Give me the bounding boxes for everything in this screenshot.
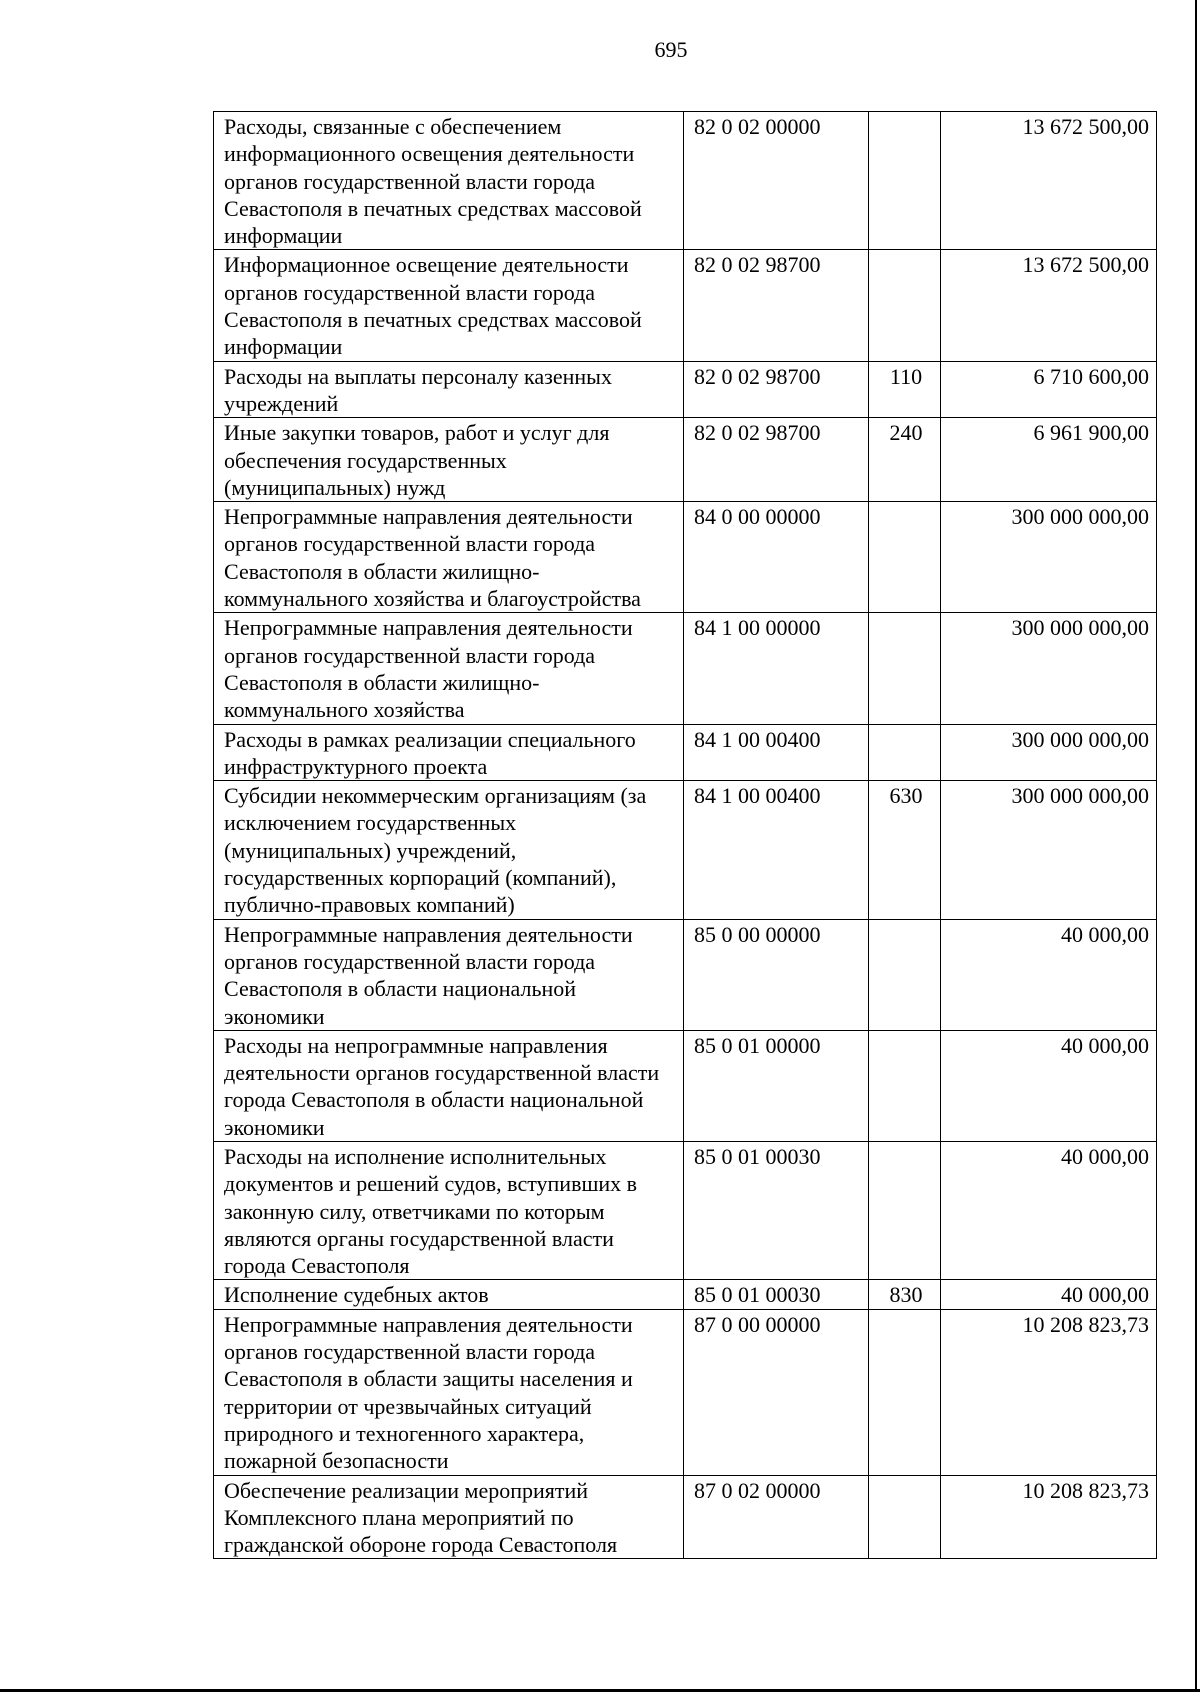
table-row — [214, 1309, 1157, 1475]
budget-code: 87 0 02 00000 — [684, 1475, 869, 1559]
expense-name: Непрограммные направления деятельности органов государственной власти города Севастополя в области жилищно-коммунального хозяйства — [214, 613, 684, 724]
table-row — [214, 1280, 1157, 1309]
expense-type-code: 110 — [869, 361, 941, 418]
amount: 10 208 823,73 — [941, 1475, 1157, 1559]
expense-name: Расходы на выплаты персоналу казенных учреждений — [214, 361, 684, 418]
expense-type-code: 240 — [869, 418, 941, 502]
amount: 300 000 000,00 — [941, 724, 1157, 781]
amount: 40 000,00 — [941, 919, 1157, 1030]
expense-type-code — [869, 1030, 941, 1141]
expense-name: Непрограммные направления деятельности органов государственной власти города Севастополя в области национальной экономики — [214, 919, 684, 1030]
table-row — [214, 919, 1157, 1030]
table-row — [214, 1475, 1157, 1559]
expense-type-code — [869, 1475, 941, 1559]
amount: 300 000 000,00 — [941, 781, 1157, 919]
expense-type-code: 630 — [869, 781, 941, 919]
expense-name: Расходы в рамках реализации специального инфраструктурного проекта — [214, 724, 684, 781]
table-row — [214, 361, 1157, 418]
budget-code: 85 0 01 00030 — [684, 1280, 869, 1309]
expense-type-code — [869, 1309, 941, 1475]
table-row — [214, 418, 1157, 502]
expense-type-code — [869, 250, 941, 361]
amount: 6 710 600,00 — [941, 361, 1157, 418]
expense-type-code: 830 — [869, 1280, 941, 1309]
expense-type-code — [869, 1141, 941, 1279]
table-row — [214, 724, 1157, 781]
expense-name: Непрограммные направления деятельности органов государственной власти города Севастополя в области жилищно-коммунального хозяйства и благоустройства — [214, 502, 684, 613]
budget-code: 82 0 02 00000 — [684, 112, 869, 250]
amount: 40 000,00 — [941, 1030, 1157, 1141]
amount: 10 208 823,73 — [941, 1309, 1157, 1475]
amount: 40 000,00 — [941, 1141, 1157, 1279]
expense-name: Исполнение судебных актов — [214, 1280, 684, 1309]
scan-edge-right — [1195, 0, 1197, 1690]
expense-name: Расходы, связанные с обеспечением информационного освещения деятельности органов государственной власти города Севастополя в печатных средствах массовой информации — [214, 112, 684, 250]
expense-name: Иные закупки товаров, работ и услуг для обеспечения государственных (муниципальных) нужд — [214, 418, 684, 502]
table-row — [214, 613, 1157, 724]
budget-code: 84 1 00 00000 — [684, 613, 869, 724]
expense-name: Расходы на непрограммные направления деятельности органов государственной власти города Севастополя в области национальной экономики — [214, 1030, 684, 1141]
budget-code: 82 0 02 98700 — [684, 361, 869, 418]
budget-code: 85 0 00 00000 — [684, 919, 869, 1030]
amount: 300 000 000,00 — [941, 502, 1157, 613]
table-row — [214, 250, 1157, 361]
expense-name: Обеспечение реализации мероприятий Комплексного плана мероприятий по гражданской обороне города Севастополя — [214, 1475, 684, 1559]
expense-type-code — [869, 112, 941, 250]
budget-code: 85 0 01 00000 — [684, 1030, 869, 1141]
scan-edge-bottom — [0, 1689, 1200, 1692]
expense-name: Расходы на исполнение исполнительных документов и решений судов, вступивших в законную силу, ответчиками по которым являются органы государственной власти города Севастополя — [214, 1141, 684, 1279]
table-row — [214, 1141, 1157, 1279]
expense-name: Непрограммные направления деятельности органов государственной власти города Севастополя в области защиты населения и территории от чрезвычайных ситуаций природного и техногенного характера, пожарной безопасности — [214, 1309, 684, 1475]
amount: 300 000 000,00 — [941, 613, 1157, 724]
table-row — [214, 502, 1157, 613]
amount: 13 672 500,00 — [941, 112, 1157, 250]
budget-table-body — [214, 112, 1157, 1559]
table-row — [214, 1030, 1157, 1141]
table-row — [214, 112, 1157, 250]
budget-code: 84 1 00 00400 — [684, 781, 869, 919]
budget-code: 85 0 01 00030 — [684, 1141, 869, 1279]
amount: 6 961 900,00 — [941, 418, 1157, 502]
expense-type-code — [869, 724, 941, 781]
budget-code: 82 0 02 98700 — [684, 418, 869, 502]
amount: 13 672 500,00 — [941, 250, 1157, 361]
budget-code: 87 0 00 00000 — [684, 1309, 869, 1475]
expense-name: Информационное освещение деятельности органов государственной власти города Севастополя в печатных средствах массовой информации — [214, 250, 684, 361]
budget-code: 84 1 00 00400 — [684, 724, 869, 781]
expense-type-code — [869, 502, 941, 613]
expense-name: Субсидии некоммерческим организациям (за исключением государственных (муниципальных) учреждений, государственных корпораций (компаний), публично-правовых компаний) — [214, 781, 684, 919]
amount: 40 000,00 — [941, 1280, 1157, 1309]
expense-type-code — [869, 919, 941, 1030]
budget-code: 84 0 00 00000 — [684, 502, 869, 613]
budget-code: 82 0 02 98700 — [684, 250, 869, 361]
expense-type-code — [869, 613, 941, 724]
table-row — [214, 781, 1157, 919]
page-number: 695 — [654, 37, 688, 62]
budget-table — [213, 111, 1157, 1559]
